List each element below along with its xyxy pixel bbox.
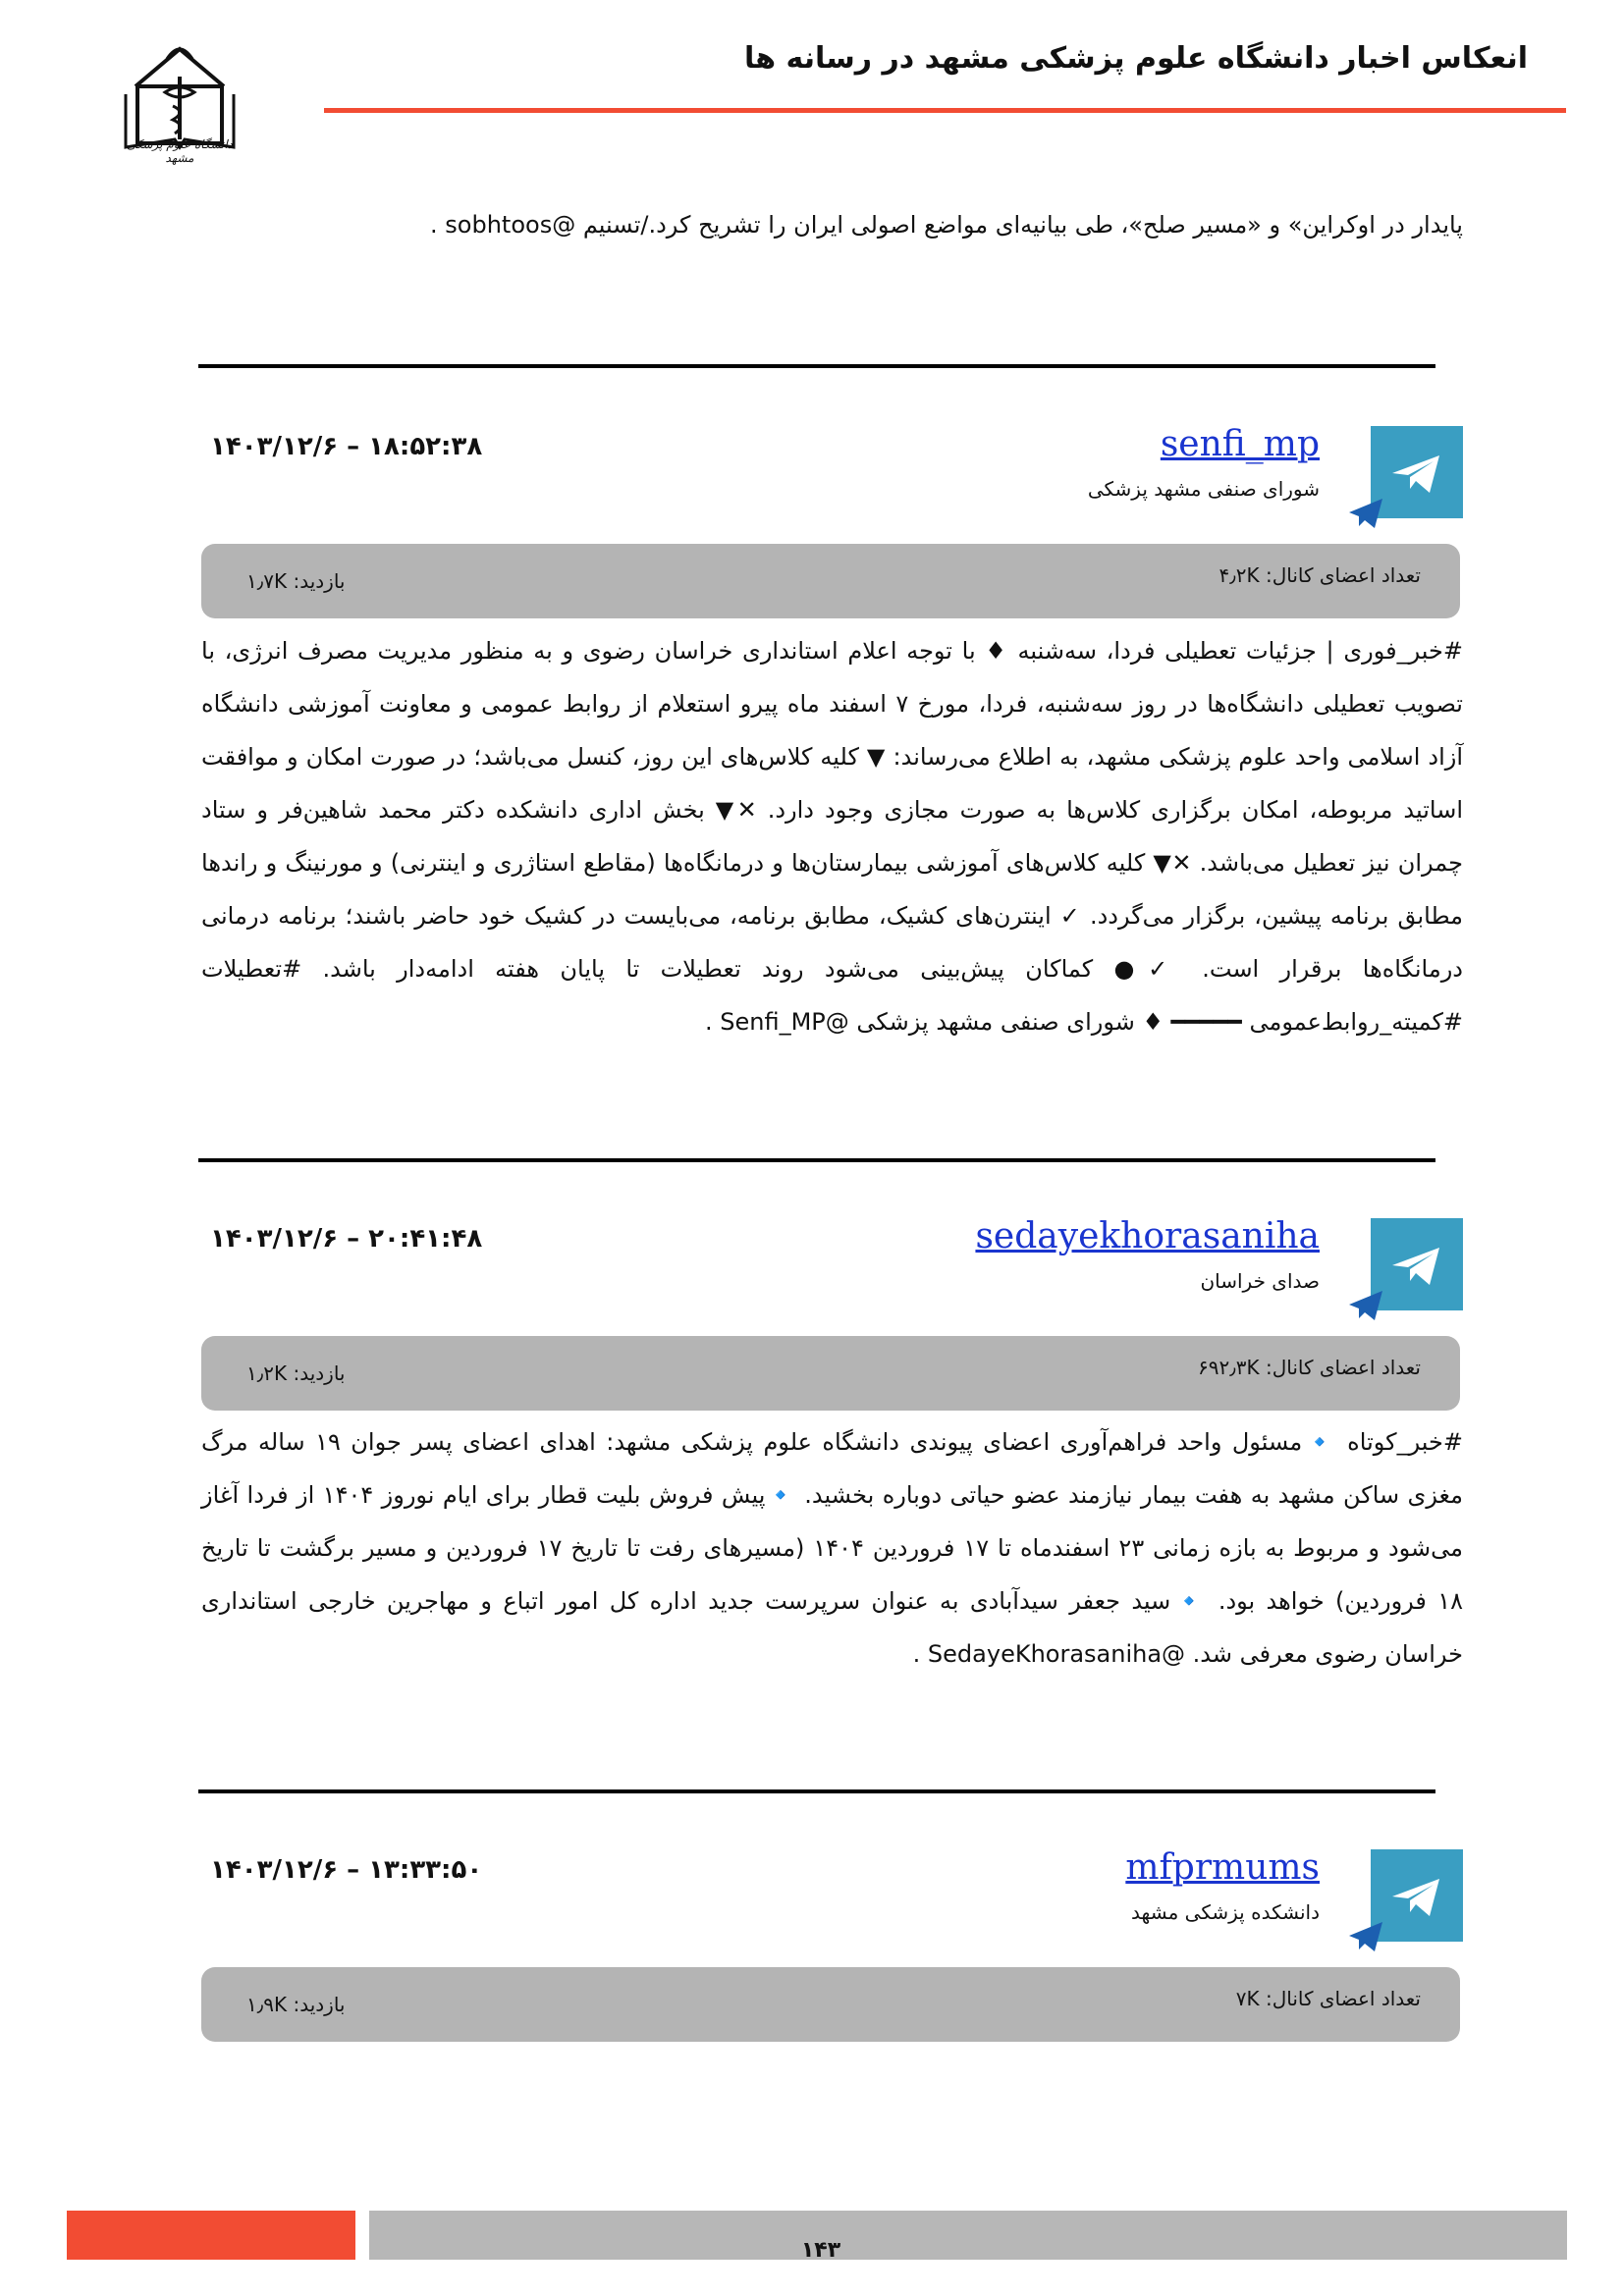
post-body: #خبر_کوتاه 🔹مسئول واحد فراهم‌آوری اعضای پیوندی دانشگاه علوم پزشکی مشهد: اهدای اعضای پسر جوان ۱۹ ساله مرگ مغزی ساکن مشهد به هفت بیمار نیازمند عضو حیاتی دوباره بخشید. 🔹پیش فروش بلیت قطار برای ایام نوروز ۱۴۰۴ از فردا آغاز می‌شود و مربوط به بازه زمانی ۲۳ اسفندماه تا ۱۷ فروردین ۱۴۰۴ (مسیرهای رفت تا تاریخ ۱۷ فروردین و مسیر برگشت تا تاریخ ۱۸ فروردین) خواهد بود. 🔹سید جعفر سیدآبادی به عنوان سرپرست جدید اداره کل امور اتباع و مهاجرین خارجی استانداری خراسان رضوی معرفی شد. @SedayeKhorasaniha . [201, 1428, 1464, 1668]
telegram-icon [1371, 426, 1463, 518]
channel-handle-link[interactable]: senfi_mp [1160, 424, 1320, 464]
post-timestamp: ۱۴۰۳/۱۲/۶ – ۱۳:۳۳:۵۰ [210, 1855, 483, 1885]
member-count: تعداد اعضای کانال: ۶۹۲٫۳K [1198, 1356, 1421, 1379]
page-title: انعکاس اخبار دانشگاه علوم پزشکی مشهد در رسانه ها [744, 41, 1528, 76]
telegram-icon [1371, 1849, 1463, 1942]
telegram-icon [1371, 1218, 1463, 1310]
stats-bar [201, 1336, 1460, 1411]
channel-handle-link[interactable]: sedayekhorasaniha [975, 1216, 1320, 1256]
intro-paragraph: پایدار در اوکراین» و «مسیر صلح»، طی بیانیه‌ای مواضع اصولی ایران را تشریح کرد./تسنیم @sobhtoos . [430, 211, 1463, 239]
post-separator [198, 1789, 1435, 1793]
view-count: بازدید: ۱٫۲K [246, 1362, 346, 1385]
footer-accent-bar [67, 2211, 355, 2260]
stats-bar [201, 544, 1460, 618]
post-header [198, 426, 1463, 524]
post-header [198, 1849, 1463, 1948]
member-count: تعداد اعضای کانال: ۴٫۲K [1218, 563, 1421, 587]
stats-bar [201, 1967, 1460, 2042]
header-divider [324, 108, 1566, 113]
page-number: ۱۴۳ [800, 2238, 841, 2263]
post-separator [198, 364, 1435, 368]
view-count: بازدید: ۱٫۷K [246, 569, 346, 593]
member-count: تعداد اعضای کانال: ۷K [1235, 1987, 1421, 2010]
post-timestamp: ۱۴۰۳/۱۲/۶ – ۱۸:۵۲:۳۸ [210, 432, 483, 461]
footer-bar [369, 2211, 1567, 2260]
view-count: بازدید: ۱٫۹K [246, 1993, 346, 2016]
post-timestamp: ۱۴۰۳/۱۲/۶ – ۲۰:۴۱:۴۸ [210, 1224, 483, 1254]
telegram-badge-icon [1347, 1920, 1384, 1953]
channel-name: شورای صنفی مشهد پزشکی [1087, 477, 1320, 501]
post-separator [198, 1158, 1435, 1162]
post-header [198, 1218, 1463, 1316]
post-body: #خبر_فوری | جزئیات تعطیلی فردا، سه‌شنبه ♦ با توجه اعلام استانداری خراسان رضوی و به منظور مدیریت مصرف انرژی، با تصویب تعطیلی دانشگاه‌ها در روز سه‌شنبه، فردا، مورخ ۷ اسفند ماه پیرو استعلام از روابط عمومی و معاونت آموزشی دانشگاه آزاد اسلامی واحد علوم پزشکی مشهد، به اطلاع می‌رساند: ▼ کلیه کلاس‌های این روز، کنسل می‌باشد؛ در صورت امکان و موافقت اساتید مربوطه، امکان برگزاری کلاس‌ها به صورت مجازی وجود دارد. ✕▼ بخش اداری دانشکده دکتر محمد شاهین‌فر و ستاد چمران نیز تعطیل می‌باشد. ✕▼ کلیه کلاس‌های آموزشی بیمارستان‌ها و درمانگاه‌ها (مقاطع استاژری و اینترنی) و مورنینگ و راندها مطابق برنامه پیشین، برگزار می‌گردد. ✓ اینترن‌های کشیک، مطابق برنامه، می‌بایست در کشیک خود حاضر باشند؛ برنامه درمانی درمانگاه‌ها برقرار است. ✓● کماکان پیش‌بینی می‌شود روند تعطیلات تا پایان هفته ادامه‌دار باشد. #تعطیلات #کمیته_روابط‌عمومی ━━━━━ ♦ شورای صنفی مشهد پزشکی @Senfi_MP . [201, 637, 1463, 1036]
logo-caption: دانشگاه علوم پزشکی مشهد [126, 137, 234, 165]
telegram-badge-icon [1347, 1289, 1384, 1322]
channel-name: دانشکده پزشکی مشهد [1131, 1900, 1320, 1924]
channel-name: صدای خراسان [1200, 1269, 1320, 1293]
channel-handle-link[interactable]: mfprmums [1125, 1847, 1320, 1888]
telegram-badge-icon [1347, 497, 1384, 530]
